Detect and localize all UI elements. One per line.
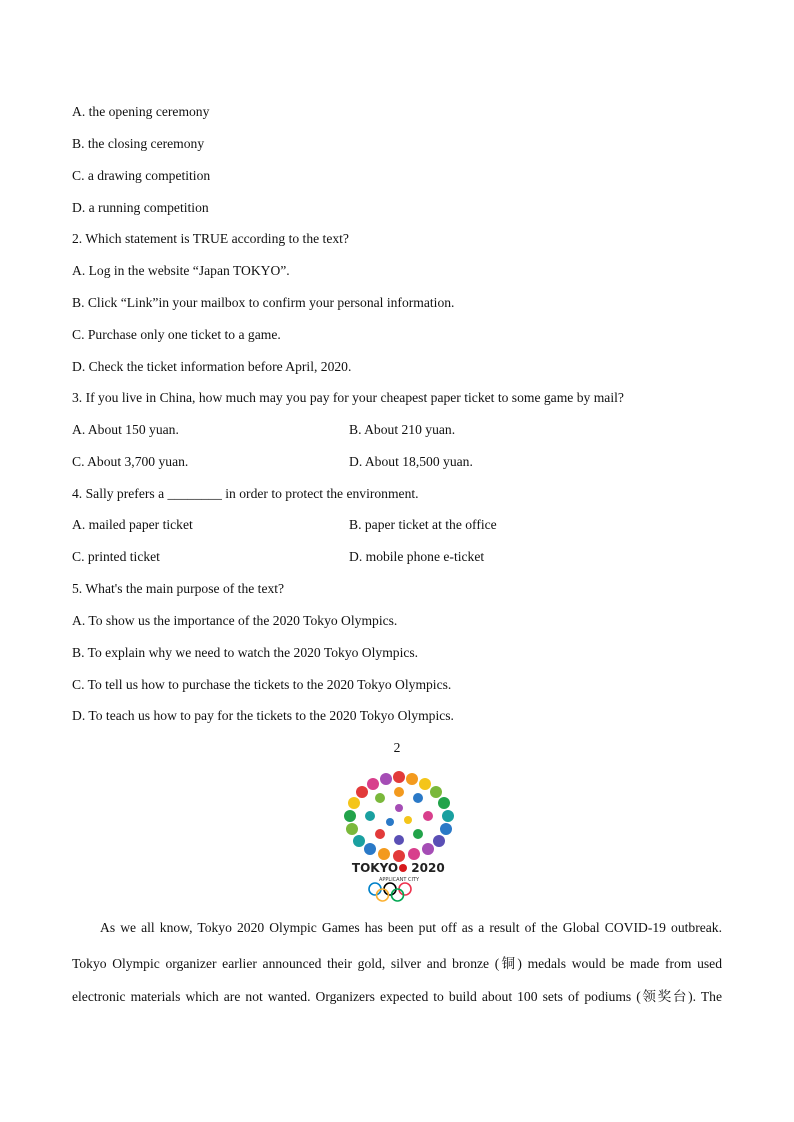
q1-option-a: A. the opening ceremony [72, 104, 210, 119]
q2-option-a: A. Log in the website “Japan TOKYO”. [72, 263, 290, 278]
rising-sun-icon [399, 864, 407, 872]
q4-option-d: D. mobile phone e-ticket [349, 549, 485, 564]
logo-subtitle: APPLICANT CITY [378, 877, 420, 883]
q5-option-c: C. To tell us how to purchase the tickets to the 2020 Tokyo Olympics. [72, 677, 452, 692]
logo-wordmark-2020: 2020 [411, 861, 445, 875]
tokyo-2020-applicant-logo [340, 768, 458, 903]
q2-option-c: C. Purchase only one ticket to a game. [72, 327, 281, 342]
q1-option-d: D. a running competition [72, 200, 209, 215]
q5-option-a: A. To show us the importance of the 2020 Tokyo Olympics. [72, 613, 398, 628]
q3-option-c: C. About 3,700 yuan. [72, 454, 189, 469]
q5-question: 5. What's the main purpose of the text? [72, 581, 285, 596]
q4-option-c: C. printed ticket [72, 549, 160, 564]
q4-option-a: A. mailed paper ticket [72, 517, 193, 532]
q1-option-b: B. the closing ceremony [72, 136, 205, 151]
q3-option-b: B. About 210 yuan. [349, 422, 456, 437]
page-number: 2 [393, 740, 401, 755]
q2-question: 2. Which statement is TRUE according to the text? [72, 231, 349, 246]
q3-option-d: D. About 18,500 yuan. [349, 454, 473, 469]
passage-line-3: electronic materials which are not wanted. Organizers expected to build about 100 sets of podiums (领奖台). The [72, 989, 722, 1004]
q5-option-b: B. To explain why we need to watch the 2020 Tokyo Olympics. [72, 645, 419, 660]
passage-line-1: As we all know, Tokyo 2020 Olympic Games has been put off as a result of the Global COVID-19 outbreak. [100, 920, 722, 935]
q1-option-c: C. a drawing competition [72, 168, 211, 183]
q3-question: 3. If you live in China, how much may you pay for your cheapest paper ticket to some game by mail? [72, 390, 624, 405]
passage-line-2: Tokyo Olympic organizer earlier announced their gold, silver and bronze (铜) medals would be made from used [72, 956, 722, 971]
q5-option-d: D. To teach us how to pay for the tickets to the 2020 Tokyo Olympics. [72, 708, 454, 723]
q2-option-d: D. Check the ticket information before April, 2020. [72, 359, 352, 374]
q4-question: 4. Sally prefers a ________ in order to protect the environment. [72, 486, 419, 501]
q2-option-b: B. Click “Link”in your mailbox to confirm your personal information. [72, 295, 455, 310]
q3-option-a: A. About 150 yuan. [72, 422, 179, 437]
olympic-rings-icon [369, 883, 411, 901]
logo-wordmark-tokyo: TOKYO [351, 861, 399, 875]
q4-option-b: B. paper ticket at the office [349, 517, 497, 532]
flower-wreath-icon [344, 771, 454, 862]
